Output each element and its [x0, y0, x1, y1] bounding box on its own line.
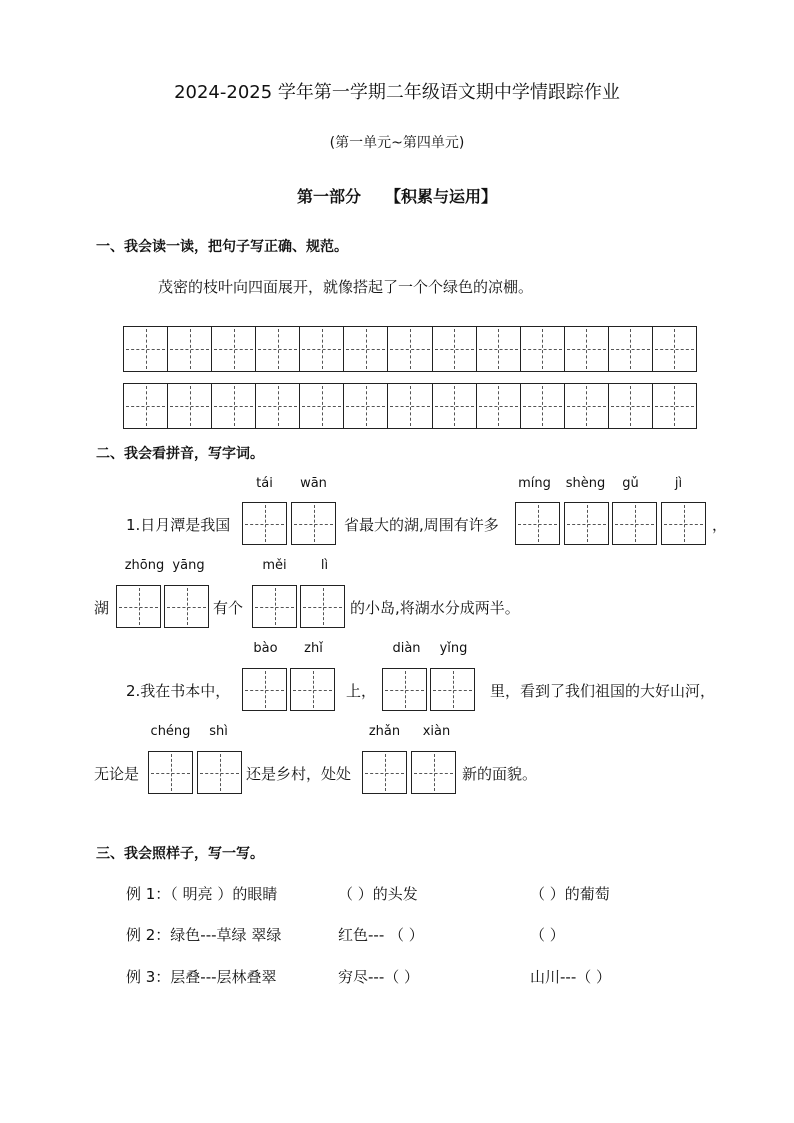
strip-cell[interactable] [344, 384, 388, 428]
pinyin-label: jì [674, 476, 683, 491]
pinyin-label: měi [262, 558, 287, 573]
copy-sentence: 茂密的枝叶向四面展开，就像搭起了一个个绿色的凉棚。 [158, 278, 534, 296]
strip-cell[interactable] [168, 327, 212, 371]
example-1-label: 例 1：（ 明亮 ）的眼睛 [126, 885, 278, 903]
q2-mid1: 上， [346, 682, 377, 700]
pinyin-label: yǐng [439, 641, 468, 656]
q2-line2-mid: 还是乡村，处处 [246, 765, 352, 783]
example-2-blank-red[interactable]: 红色--- （ ） [338, 926, 424, 944]
strip-cell[interactable] [300, 384, 344, 428]
char-box[interactable] [411, 751, 456, 794]
pinyin-label: zhǎn [368, 724, 401, 739]
q1-line2-start: 湖 [94, 599, 110, 617]
char-box[interactable] [148, 751, 193, 794]
part-heading [0, 184, 794, 207]
pinyin-label: zhōng [124, 558, 165, 573]
char-box[interactable] [300, 585, 345, 628]
strip-cell[interactable] [344, 327, 388, 371]
section-2-heading: 二、我会看拼音，写字词。 [96, 446, 264, 462]
strip-cell[interactable] [653, 384, 696, 428]
strip-cell[interactable] [124, 327, 168, 371]
writing-strip-2[interactable] [123, 383, 697, 429]
example-3-blank-qiongjin[interactable]: 穷尽---（ ） [338, 968, 420, 986]
strip-cell[interactable] [477, 384, 521, 428]
strip-cell[interactable] [256, 384, 300, 428]
strip-cell[interactable] [433, 327, 477, 371]
q1-line2-mid: 有个 [213, 599, 244, 617]
q1-line2-end: 的小岛,将湖水分成两半。 [350, 599, 520, 617]
q1-middle: 省最大的湖,周围有许多 [344, 516, 499, 534]
strip-cell[interactable] [388, 384, 432, 428]
part-label: 第一部分 [296, 187, 361, 206]
part-topic: 【积累与运用】 [385, 187, 498, 206]
example-3-blank-shanchuan[interactable]: 山川---（ ） [530, 968, 612, 986]
char-box[interactable] [290, 668, 335, 711]
char-box[interactable] [430, 668, 475, 711]
strip-cell[interactable] [521, 327, 565, 371]
example-2-blank-extra[interactable]: （ ） [530, 926, 565, 944]
pinyin-label: wān [300, 476, 327, 491]
pinyin-label: tái [256, 476, 273, 491]
strip-cell[interactable] [565, 327, 609, 371]
strip-cell[interactable] [653, 327, 696, 371]
char-box[interactable] [242, 668, 287, 711]
char-box[interactable] [291, 502, 336, 545]
pinyin-label: míng [518, 476, 551, 491]
pinyin-label: shì [209, 724, 228, 739]
q1-prefix: 1.日月潭是我国 [126, 516, 231, 534]
pinyin-label: bào [253, 641, 278, 656]
pinyin-label: chéng [150, 724, 191, 739]
char-box[interactable] [515, 502, 560, 545]
char-box[interactable] [564, 502, 609, 545]
char-box[interactable] [116, 585, 161, 628]
strip-cell[interactable] [212, 327, 256, 371]
strip-cell[interactable] [212, 384, 256, 428]
q2-line2-start: 无论是 [94, 765, 140, 783]
section-3-heading: 三、我会照样子，写一写。 [96, 846, 264, 862]
q2-prefix: 2.我在书本中， [126, 682, 231, 700]
strip-cell[interactable] [300, 327, 344, 371]
example-1-blank-grape[interactable]: （ ）的葡萄 [530, 885, 610, 903]
strip-cell[interactable] [565, 384, 609, 428]
char-box[interactable] [164, 585, 209, 628]
strip-cell[interactable] [609, 384, 653, 428]
pinyin-label: shèng [565, 476, 606, 491]
example-2-label: 例 2：绿色---草绿 翠绿 [126, 926, 282, 944]
pinyin-label: gǔ [622, 476, 639, 491]
strip-cell[interactable] [609, 327, 653, 371]
q1-comma: ， [712, 516, 728, 534]
strip-cell[interactable] [477, 327, 521, 371]
q2-mid2: 里，看到了我们祖国的大好山河， [490, 682, 716, 700]
char-box[interactable] [242, 502, 287, 545]
char-box[interactable] [197, 751, 242, 794]
char-box[interactable] [362, 751, 407, 794]
section-1-heading: 一、我会读一读，把句子写正确、规范。 [96, 239, 348, 255]
example-1-blank-hair[interactable]: （ ）的头发 [338, 885, 418, 903]
page-title: 2024-2025 学年第一学期二年级语文期中学情跟踪作业 [174, 82, 620, 103]
pinyin-label: zhǐ [304, 641, 323, 656]
pinyin-label: lì [320, 558, 329, 573]
strip-cell[interactable] [256, 327, 300, 371]
char-box[interactable] [252, 585, 297, 628]
strip-cell[interactable] [521, 384, 565, 428]
strip-cell[interactable] [168, 384, 212, 428]
writing-strip-1[interactable] [123, 326, 697, 372]
char-box[interactable] [382, 668, 427, 711]
pinyin-label: yāng [172, 558, 205, 573]
char-box[interactable] [661, 502, 706, 545]
example-3-label: 例 3：层叠---层林叠翠 [126, 968, 277, 986]
char-box[interactable] [612, 502, 657, 545]
strip-cell[interactable] [433, 384, 477, 428]
strip-cell[interactable] [124, 384, 168, 428]
strip-cell[interactable] [388, 327, 432, 371]
q2-line2-end: 新的面貌。 [462, 765, 538, 783]
pinyin-label: xiàn [422, 724, 451, 739]
pinyin-label: diàn [392, 641, 421, 656]
page-subtitle: (第一单元~第四单元) [329, 135, 465, 151]
